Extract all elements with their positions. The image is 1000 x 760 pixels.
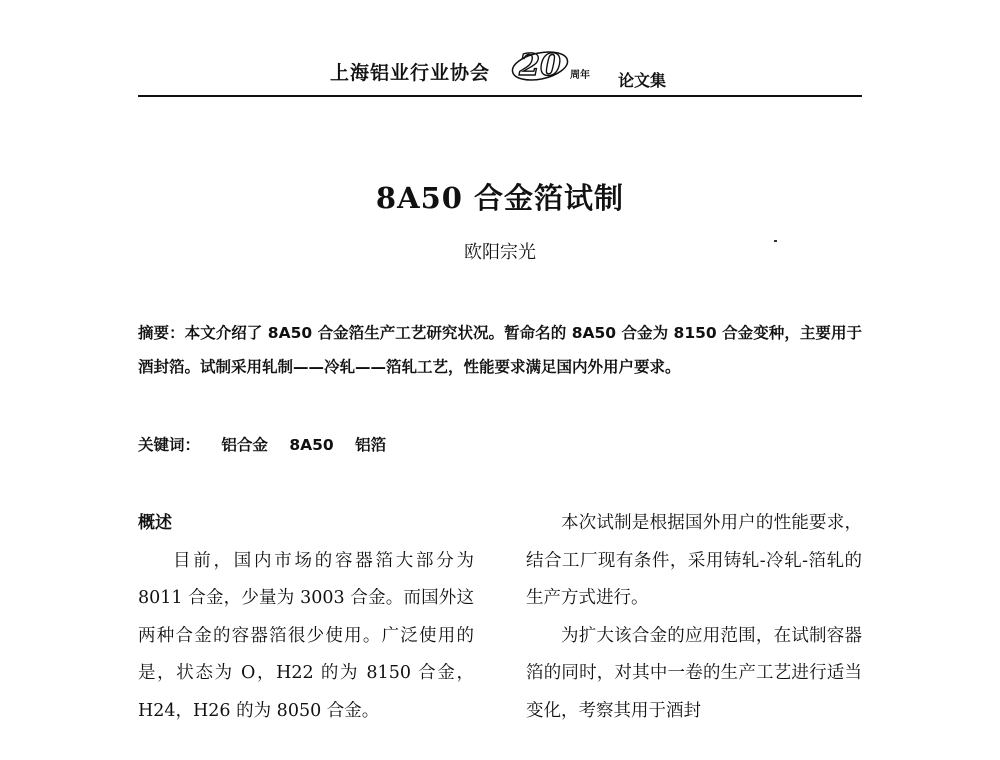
running-header — [138, 44, 862, 94]
section-heading: 概述 — [138, 513, 172, 533]
anniversary-number: 20 — [519, 48, 561, 82]
header-organization: 上海铝业行业协会 — [330, 62, 491, 84]
keyword-item: 铝箔 — [355, 436, 387, 454]
body-paragraph: 为扩大该合金的应用范围，在试制容器箔的同时，对其中一卷的生产工艺进行适当变化，考察其用于酒封 — [526, 625, 862, 721]
body-paragraph: 本次试制是根据国外用户的性能要求，结合工厂现有条件，采用铸轧-冷轧-箔轧的生产方式进行。 — [526, 513, 862, 608]
keyword-item: 8A50 — [289, 436, 334, 454]
header-divider — [138, 95, 862, 97]
anniversary-logo — [510, 46, 570, 82]
keywords — [138, 433, 862, 455]
body-column-right — [526, 505, 862, 730]
body-column-left — [138, 505, 474, 730]
anniversary-suffix: 周年 — [570, 70, 590, 81]
keywords-label: 关键词： — [138, 436, 201, 454]
body-paragraph: 目前，国内市场的容器箔大部分为 8011 合金，少量为 3003 合金。而国外这两种合金的容器箔很少使用。广泛使用的是，状态为 O，H22 的为 8150 合金，H24，H26 的为 8050 合金。 — [138, 550, 474, 721]
paper-title: 8A50 合金箔试制 — [375, 181, 625, 215]
header-collection-title: 论文集 — [618, 71, 667, 90]
abstract: 摘要：本文介绍了 8A50 合金箔生产工艺研究状况。暂命名的 8A50 合金为 8150 合金变种，主要用于酒封箔。试制采用轧制——冷轧——箔轧工艺，性能要求满足国内外用户要求。 — [138, 324, 862, 376]
keyword-item: 铝合金 — [221, 436, 268, 454]
scan-speck — [774, 240, 777, 242]
paper-author: 欧阳宗光 — [464, 242, 536, 263]
